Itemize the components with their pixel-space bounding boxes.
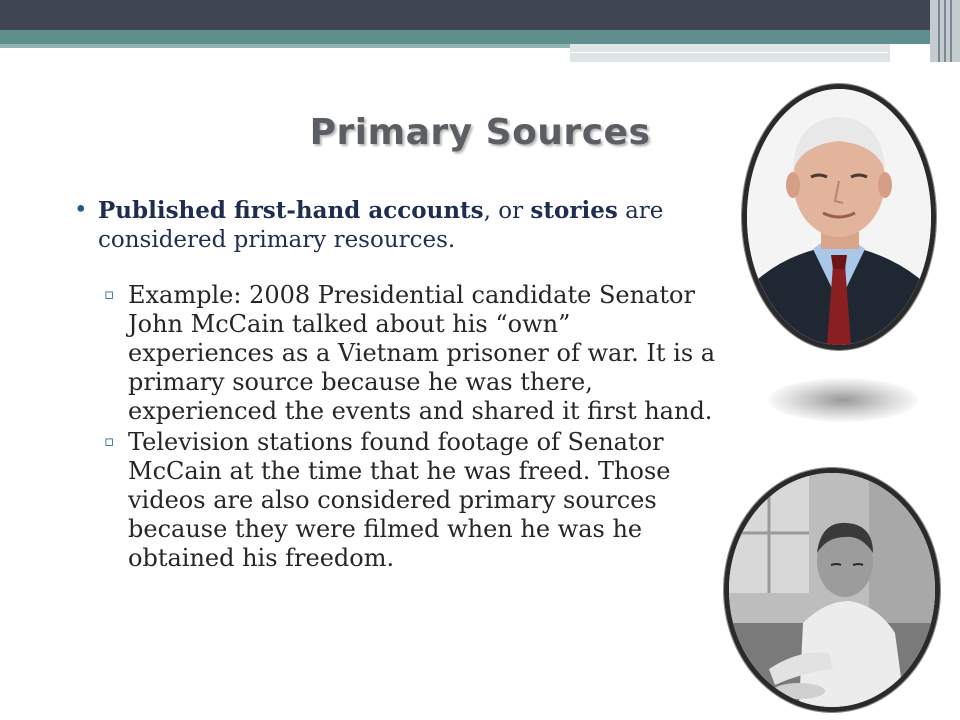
historical-photo bbox=[724, 468, 940, 712]
bold-phrase: Published first-hand accounts bbox=[98, 197, 484, 224]
header-band-light bbox=[570, 44, 890, 62]
sub-bullet-text: Example: 2008 Presidential candidate Senator John McCain talked about his “own” experiences as a Vietnam prisoner of war. It is a primary source because he was there, experienced the events and shared it first hand. bbox=[128, 281, 716, 425]
bullet-text: are considered primary resources. bbox=[98, 198, 664, 253]
header-band-right-line bbox=[950, 0, 952, 62]
header-band-teal-thin bbox=[0, 44, 570, 48]
historical-illustration bbox=[729, 473, 935, 707]
photo-shadow bbox=[768, 378, 918, 422]
slide-title: Primary Sources bbox=[309, 112, 651, 153]
bold-phrase: stories bbox=[530, 197, 618, 224]
bullet-text: , or bbox=[483, 198, 531, 224]
header-band-light-line bbox=[570, 52, 888, 53]
sub-bullet-text: Television stations found footage of Senator McCain at the time that he was freed. Those videos are also considered primary sources because they were filmed when he was he obtained his freedom. bbox=[128, 428, 671, 572]
round-bullet-icon: • bbox=[74, 197, 88, 223]
square-bullet-icon: ▫ bbox=[104, 432, 115, 450]
slide-body bbox=[74, 196, 724, 573]
portrait-illustration bbox=[747, 89, 931, 345]
sub-bullet-item bbox=[104, 428, 724, 573]
header-band-right-line bbox=[938, 0, 940, 62]
bullet-item bbox=[74, 196, 724, 255]
header-band-teal bbox=[0, 30, 960, 44]
sub-bullet-item bbox=[104, 281, 724, 426]
header-band-right-line bbox=[944, 0, 946, 62]
square-bullet-icon: ▫ bbox=[104, 285, 115, 303]
portrait-photo bbox=[742, 84, 936, 350]
header-band-dark bbox=[0, 0, 960, 30]
